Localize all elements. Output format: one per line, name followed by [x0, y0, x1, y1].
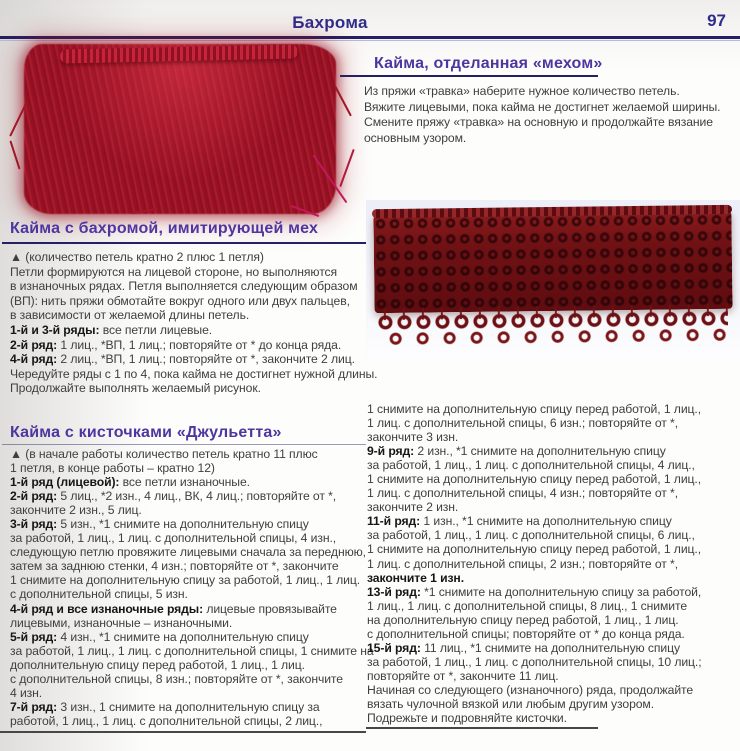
text-line: 2-й ряд: 1 лиц., *ВП, 1 лиц.; повторяйте от * до конца ряда.	[10, 337, 342, 352]
text-line: 11-й ряд: 1 изн., *1 снимите на дополнительную спицу	[367, 514, 672, 529]
text-line: 13-й ряд: *1 снимите на дополнительную спицу за работой,	[367, 584, 702, 599]
fringe-fur-instructions	[10, 250, 378, 396]
footer-rule-left	[0, 731, 366, 733]
text-line: 9-й ряд: 2 изн., *1 снимите на дополнительную спицу	[367, 444, 666, 459]
fur-texture	[24, 44, 336, 214]
text-line: 1 снимите на дополнительную спицу за работой, 1 лиц., 1 лиц.	[10, 573, 361, 588]
text-line: с дополнительной спицы, 8 изн.; повторяйте от *, закончите	[10, 671, 343, 686]
text-line: 4 изн.	[10, 685, 43, 700]
text-line: за работой, 1 лиц., 1 лиц. с дополнительной спицы, 1 снимите на	[10, 643, 374, 658]
text-line: в изнаночных рядах. Петля выполняется следующим образом	[10, 279, 358, 294]
text-line: работой, 1 лиц., 1 лиц. с дополнительной спицы, 2 лиц.,	[10, 713, 323, 728]
text-line: за работой, 1 лиц., 1 лиц. с дополнительной спицы, 4 лиц.,	[367, 458, 695, 473]
text-line: Чередуйте ряды с 1 по 4, пока кайма не достигнет нужной длины.	[10, 366, 378, 381]
text-line: основным узором.	[364, 130, 467, 145]
text-line: повторяйте от *, закончите 11 лиц.	[367, 668, 559, 683]
text-line: 1-й и 3-й ряды: все петли лицевые.	[10, 322, 213, 337]
fur-trim-paragraph	[364, 84, 736, 146]
text-line: Смените пряжу «травка» на основную и продолжайте вязание	[364, 115, 713, 129]
text-line: закончите 2 изн.	[367, 500, 459, 515]
section-heading-fur-trim: Кайма, отделанная «мехом»	[374, 55, 603, 72]
heading-underline	[2, 444, 366, 445]
text-line: дополнительную спицу перед работой, 1 лиц., 1 лиц.	[10, 657, 305, 672]
text-line: 1 петля, в конце работы – кратно 12)	[10, 461, 215, 476]
fringe-loops	[376, 304, 728, 346]
text-line: Из пряжи «травка» наберите нужное количество петель.	[364, 84, 680, 98]
text-line: следующую петлю провяжите лицевыми сначала за переднюю,	[10, 545, 366, 560]
text-line: вязать чулочной вязкой или любым другим узором.	[367, 696, 654, 711]
heading-underline	[340, 75, 598, 77]
text-line: Начиная со следующего (изнаночного) ряда, продолжайте	[367, 682, 694, 697]
text-line: затем за заднюю стенки, 4 изн.; повторяйте от *, закончите	[10, 559, 339, 574]
text-line: 2-й ряд: 5 лиц., *2 изн., 4 лиц., ВК, 4 лиц.; повторяйте от *,	[10, 489, 337, 504]
text-line: закончите 3 изн.	[367, 430, 459, 445]
text-line: закончите 2 изн., 5 лиц.	[10, 503, 142, 518]
text-line: за работой, 1 лиц., 1 лиц. с дополнительной спицы, 6 лиц.,	[367, 528, 695, 543]
text-line: ▲ (количество петель кратно 2 плюс 1 петля)	[10, 250, 264, 264]
text-line: 15-й ряд: 11 лиц., *1 снимите на дополнительную спицу	[367, 640, 680, 655]
text-line: 4-й ряд и все изнаночные ряды: лицевые провязывайте	[10, 601, 337, 616]
text-line: ▲ (в начале работы количество петель кратно 11 плюс	[10, 447, 318, 461]
photo-red-fur-swatch	[24, 44, 336, 214]
text-line: за работой, 1 лиц., 1 лиц. с дополнительной спицы, 10 лиц.;	[367, 654, 702, 669]
footer-rule-right	[366, 727, 598, 729]
text-line: 5-й ряд: 4 изн., *1 снимите на дополнительную спицу	[10, 629, 309, 644]
text-line: 1 лиц. с дополнительной спицы, 6 изн.; повторяйте от *,	[367, 416, 678, 431]
header-rule-shadow	[0, 40, 740, 41]
fur-strand	[9, 140, 20, 169]
section-heading-fringe-fur: Кайма с бахромой, имитирующей мех	[10, 220, 319, 237]
text-line: Продолжайте выполнять желаемый рисунок.	[10, 381, 261, 396]
photo-loop-fringe	[366, 200, 740, 362]
text-line: 3-й ряд: 5 изн., *1 снимите на дополнительную спицу	[10, 517, 309, 532]
fur-strand	[339, 149, 355, 187]
fur-strand	[334, 86, 352, 117]
juliet-instructions-left	[10, 447, 374, 728]
text-line: 1 лиц. с дополнительной спицы, 2 изн.; повторяйте от *,	[367, 556, 678, 571]
text-line: 4-й ряд: 2 лиц., *ВП, 1 лиц.; повторяйте от *, закончите 2 лиц.	[10, 352, 355, 367]
text-line: 1 снимите на дополнительную спицу перед работой, 1 лиц.,	[367, 472, 701, 487]
page-title: Бахрома	[292, 13, 368, 32]
fringe-band	[373, 211, 732, 313]
text-line: 1 лиц., 1 лиц. с дополнительной спицы, 8 лиц., 1 снимите	[367, 598, 688, 613]
text-line: закончите 1 изн.	[367, 570, 464, 585]
text-line: за работой, 1 лиц., 1 лиц. с дополнительной спицы, 4 изн.,	[10, 531, 337, 546]
text-line: на дополнительную спицу перед работой, 1 лиц., 1 лиц.	[367, 612, 679, 627]
section-heading-juliet: Кайма с кисточками «Джульетта»	[10, 424, 282, 441]
text-line: 7-й ряд: 3 изн., 1 снимите на дополнительную спицу за	[10, 699, 320, 714]
text-line: лицевыми, изнаночные – изнаночными.	[10, 615, 233, 630]
text-line: с дополнительной спицы, 5 изн.	[10, 587, 188, 602]
text-line: 1 лиц. с дополнительной спицы, 4 изн.; повторяйте от *,	[367, 486, 678, 501]
text-line: 1 снимите на дополнительную спицу перед работой, 1 лиц.,	[367, 402, 701, 416]
header-rule	[0, 36, 740, 39]
page-number: 97	[707, 11, 726, 30]
text-line: Подрежьте и подровняйте кисточки.	[367, 711, 567, 726]
heading-underline	[2, 242, 366, 244]
text-line: 1-й ряд (лицевой): все петли изнаночные.	[10, 475, 250, 490]
text-line: в зависимости от желаемой длины петель.	[10, 308, 250, 323]
text-line: с дополнительной спицы; повторяйте от * до конца ряда.	[367, 626, 685, 641]
text-line: 1 снимите на дополнительную спицу перед работой, 1 лиц.,	[367, 542, 701, 557]
text-line: (ВП): нить пряжи обмотайте вокруг одного или двух пальцев,	[10, 293, 350, 308]
text-line: Вяжите лицевыми, пока кайма не достигнет желаемой ширины.	[364, 99, 721, 114]
text-line: Петли формируются на лицевой стороне, но выполняются	[10, 264, 338, 279]
juliet-instructions-right	[367, 402, 739, 725]
